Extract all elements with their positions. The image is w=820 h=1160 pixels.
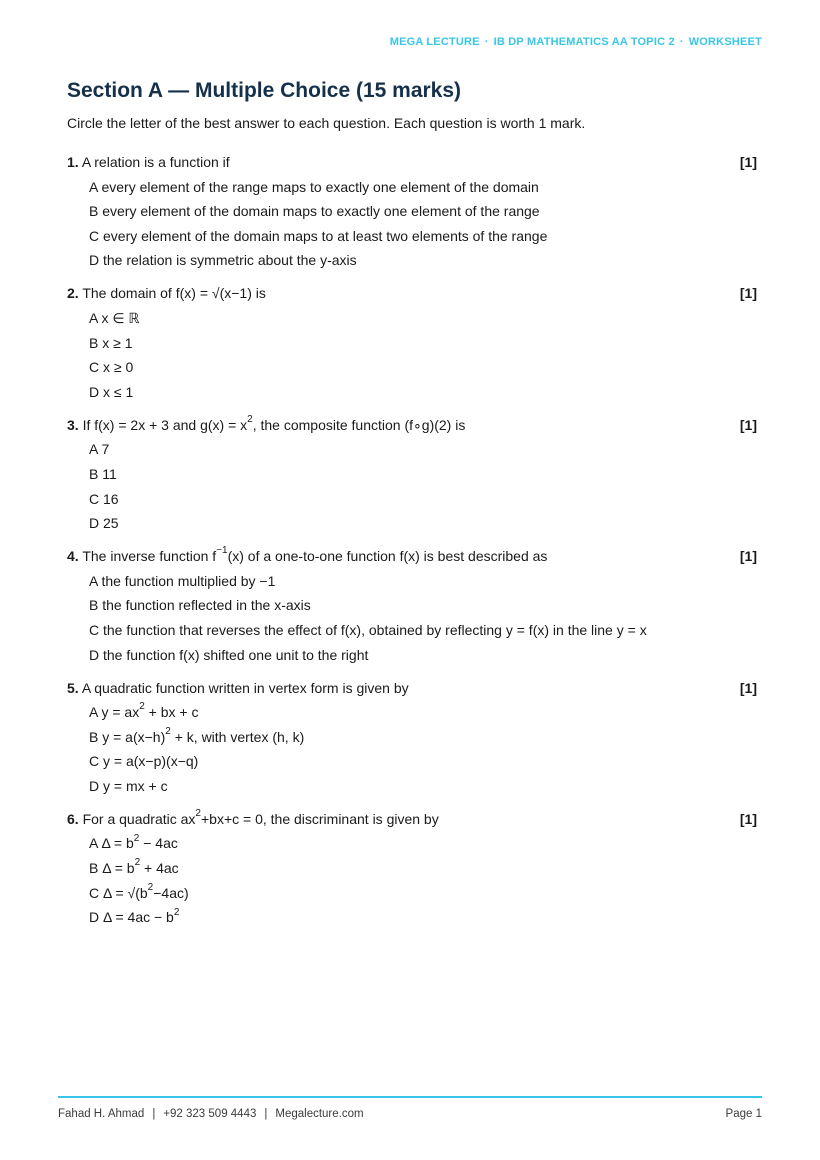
question-number: 5.	[67, 679, 79, 696]
question-stem	[67, 810, 757, 828]
text-segment: B Δ = b	[89, 860, 135, 877]
footer-author: Fahad H. Ahmad	[58, 1108, 145, 1120]
question-stem	[67, 153, 757, 171]
text-segment: +bx+c = 0, the discriminant is given by	[200, 810, 439, 827]
header-separator: ·	[679, 36, 684, 48]
answer-option-B[interactable]	[67, 465, 757, 483]
text-segment: D Δ = 4ac − b	[89, 909, 174, 926]
text-segment: + 4ac	[140, 860, 179, 877]
footer-separator: |	[152, 1108, 156, 1120]
question-4	[67, 547, 757, 663]
answer-option-A[interactable]	[67, 572, 757, 590]
answer-option-D[interactable]	[67, 908, 757, 926]
answer-option-B[interactable]	[67, 859, 757, 877]
answer-option-A[interactable]	[67, 703, 757, 721]
text-segment: B y = a(x−h)	[89, 728, 166, 745]
question-number: 6.	[67, 810, 79, 827]
answer-option-D[interactable]	[67, 251, 757, 269]
answer-option-B[interactable]	[67, 202, 757, 220]
answer-option-D[interactable]	[67, 777, 757, 795]
superscript: 2	[195, 808, 201, 820]
superscript: 2	[139, 701, 145, 713]
answer-option-C[interactable]	[67, 490, 757, 508]
answer-option-C[interactable]	[67, 358, 757, 376]
answer-option-B[interactable]	[67, 728, 757, 746]
question-5	[67, 679, 757, 795]
marks-label: [1]	[739, 285, 757, 302]
question-number: 2.	[67, 285, 79, 302]
marks-label: [1]	[739, 679, 757, 696]
text-segment: B 11	[89, 465, 117, 482]
text-segment: + bx + c	[144, 704, 199, 721]
header-doc-type: WORKSHEET	[688, 36, 762, 48]
header-brand: MEGA LECTURE	[389, 36, 480, 48]
footer-contact	[58, 1108, 364, 1120]
superscript: 2	[133, 832, 140, 844]
text-segment: C the function that reverses the effect of f(x), obtained by reflecting y = f(x) in the line y = x	[89, 621, 647, 638]
answer-option-D[interactable]	[67, 646, 757, 664]
superscript: −1	[216, 545, 228, 557]
text-segment: If f(x) = 2x + 3 and g(x) = x	[82, 416, 248, 433]
answer-option-A[interactable]	[67, 834, 757, 852]
footer-phone: +92 323 509 4443	[163, 1108, 257, 1120]
question-2	[67, 284, 757, 400]
marks-label: [1]	[739, 154, 757, 170]
text-segment: (x) of a one-to-one function f(x) is best described as	[227, 548, 548, 565]
question-3	[67, 416, 757, 532]
answer-option-A[interactable]	[67, 440, 757, 458]
text-segment: C 16	[89, 490, 119, 507]
text-segment: A 7	[89, 441, 110, 458]
superscript: 2	[173, 906, 180, 918]
answer-option-B[interactable]	[67, 334, 757, 352]
question-number: 3.	[67, 416, 79, 433]
running-header	[390, 36, 762, 48]
question-6	[67, 810, 757, 926]
text-segment: D x ≤ 1	[89, 383, 134, 400]
text-segment: A Δ = b	[89, 835, 134, 852]
marks-label: [1]	[739, 548, 757, 565]
footer-website[interactable]: Megalecture.com	[275, 1108, 364, 1120]
answer-option-B[interactable]	[67, 596, 757, 614]
answer-options	[67, 572, 757, 664]
question-number: 1.	[67, 154, 79, 170]
superscript: 2	[247, 414, 253, 426]
text-segment: + k, with vertex (h, k)	[170, 728, 305, 745]
section-instructions: Circle the letter of the best answer to each question. Each question is worth 1 mark.	[67, 115, 586, 131]
answer-option-D[interactable]	[67, 383, 757, 401]
question-stem	[67, 547, 757, 565]
text-segment: C Δ = √(b	[89, 884, 148, 901]
answer-options	[67, 309, 757, 401]
marks-label: [1]	[739, 810, 757, 827]
page-number: Page 1	[725, 1108, 762, 1120]
superscript: 2	[134, 857, 141, 869]
answer-option-C[interactable]	[67, 752, 757, 770]
text-segment: C x ≥ 0	[89, 359, 134, 376]
text-segment: A relation is a function if	[81, 154, 230, 170]
text-segment: −4ac)	[153, 884, 189, 901]
text-segment: D 25	[89, 515, 119, 532]
answer-options	[67, 440, 757, 532]
text-segment: D the function f(x) shifted one unit to the right	[89, 646, 369, 663]
header-course: IB DP MATHEMATICS AA TOPIC 2	[493, 36, 675, 48]
text-segment: D the relation is symmetric about the y-axis	[89, 252, 357, 269]
question-stem	[67, 284, 757, 302]
footer-divider	[58, 1096, 762, 1098]
text-segment: C y = a(x−p)(x−q)	[89, 753, 199, 770]
text-segment: D y = mx + c	[89, 777, 168, 794]
text-segment: A x ∈ ℝ	[89, 309, 140, 326]
text-segment: , the composite function (f∘g)(2) is	[252, 416, 466, 433]
text-segment: A quadratic function written in vertex form is given by	[81, 679, 409, 696]
text-segment: For a quadratic ax	[82, 810, 196, 827]
answer-option-A[interactable]	[67, 178, 757, 196]
question-1	[67, 153, 757, 269]
marks-label: [1]	[739, 416, 757, 433]
superscript: 2	[165, 726, 171, 738]
answer-option-A[interactable]	[67, 309, 757, 327]
text-segment: B every element of the domain maps to exactly one element of the range	[89, 203, 540, 220]
text-segment: − 4ac	[139, 835, 178, 852]
question-stem	[67, 416, 757, 434]
text-segment: A every element of the range maps to exactly one element of the domain	[89, 178, 539, 195]
text-segment: C every element of the domain maps to at least two elements of the range	[89, 227, 548, 244]
question-stem	[67, 679, 757, 697]
answer-options	[67, 834, 757, 926]
text-segment: A y = ax	[89, 704, 140, 721]
superscript: 2	[147, 882, 154, 893]
section-title: Section A — Multiple Choice (15 marks)	[67, 79, 462, 102]
answer-option-C[interactable]	[67, 227, 757, 245]
answer-option-C[interactable]	[67, 884, 757, 902]
text-segment: The domain of f(x) = √(x−1) is	[82, 285, 266, 302]
text-segment: A the function multiplied by −1	[89, 572, 276, 589]
question-number: 4.	[67, 548, 79, 565]
text-segment: The inverse function f	[82, 548, 217, 565]
text-segment: B x ≥ 1	[89, 334, 133, 351]
answer-option-D[interactable]	[67, 514, 757, 532]
answer-option-C[interactable]	[67, 621, 757, 639]
footer-separator: |	[264, 1108, 268, 1120]
question-list	[67, 153, 757, 941]
text-segment: B the function reflected in the x-axis	[89, 597, 311, 614]
answer-options	[67, 703, 757, 795]
header-separator: ·	[484, 36, 489, 48]
answer-options	[67, 178, 757, 270]
